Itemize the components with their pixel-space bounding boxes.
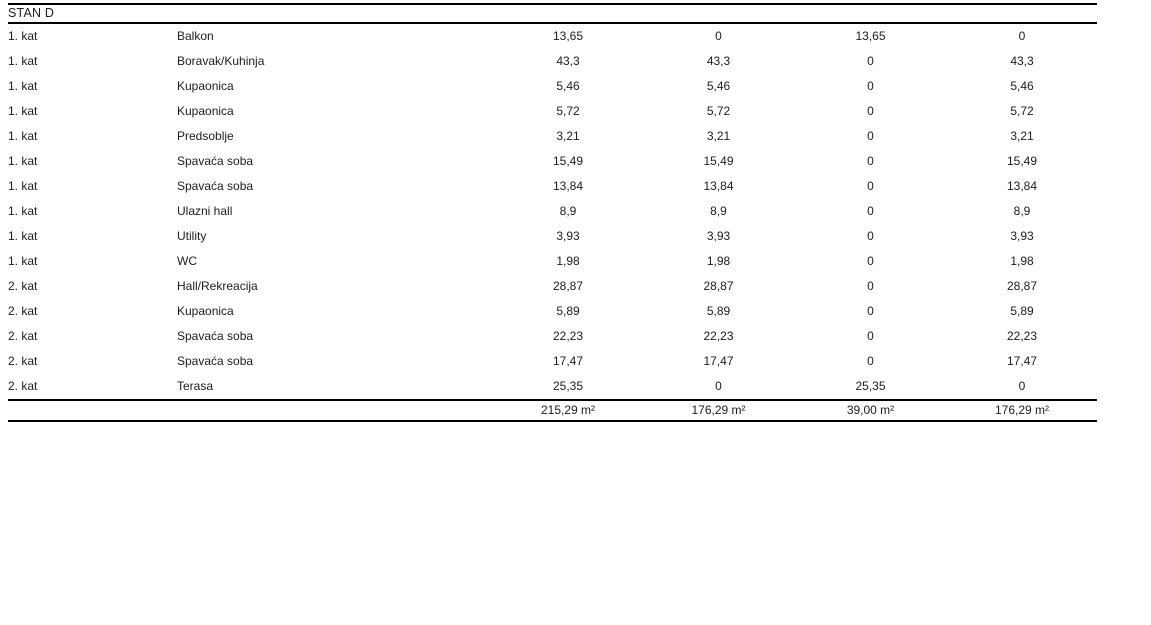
- table-row: [8, 224, 1097, 249]
- table-title-row: [8, 4, 1097, 23]
- value-cell-4: 5,46: [1010, 79, 1034, 93]
- floor-cell: 1. kat: [8, 79, 38, 93]
- value-cell-2: 3,21: [706, 129, 731, 143]
- value-cell-3: 25,35: [855, 379, 886, 393]
- value-cell-2: 13,84: [703, 179, 734, 193]
- floor-cell: 2. kat: [8, 279, 38, 293]
- value-cell-2: 0: [715, 29, 722, 43]
- value-cell-1: 5,72: [556, 104, 580, 118]
- table-row: [8, 174, 1097, 199]
- floor-cell: 1. kat: [8, 154, 38, 168]
- report-page: [0, 3, 1151, 625]
- totals-cell-3: 39,00 m²: [794, 400, 947, 421]
- table-body: [8, 23, 1097, 400]
- value-cell-2: 43,3: [706, 54, 731, 68]
- value-cell-1: 28,87: [552, 279, 584, 293]
- value-cell-1: 5,89: [556, 304, 580, 318]
- value-cell-1: 3,21: [556, 129, 580, 143]
- table-row: [8, 149, 1097, 174]
- value-cell-4: 17,47: [1006, 354, 1038, 368]
- table-row: [8, 49, 1097, 74]
- totals-cell-2: 176,29 m²: [643, 400, 794, 421]
- value-cell-3: 0: [867, 279, 874, 293]
- value-cell-2: 5,72: [706, 104, 731, 118]
- floor-cell: 1. kat: [8, 254, 38, 268]
- table-row: [8, 249, 1097, 274]
- value-cell-1: 17,47: [552, 354, 584, 368]
- room-cell: Boravak/Kuhinja: [177, 54, 265, 68]
- value-cell-1: 1,98: [556, 254, 580, 268]
- floor-cell: 1. kat: [8, 229, 38, 243]
- value-cell-3: 0: [867, 154, 874, 168]
- value-cell-4: 13,84: [1006, 179, 1038, 193]
- value-cell-4: 3,93: [1010, 229, 1034, 243]
- value-cell-4: 0: [1018, 379, 1026, 393]
- value-cell-2: 22,23: [703, 329, 734, 343]
- floor-cell: 1. kat: [8, 29, 38, 43]
- value-cell-2: 5,89: [706, 304, 731, 318]
- table-row: [8, 124, 1097, 149]
- value-cell-4: 22,23: [1006, 329, 1038, 343]
- table-row: [8, 274, 1097, 299]
- floor-cell: 1. kat: [8, 204, 38, 218]
- table-row: [8, 74, 1097, 99]
- room-cell: WC: [177, 254, 197, 268]
- value-cell-4: 1,98: [1010, 254, 1034, 268]
- table-row: [8, 299, 1097, 324]
- value-cell-3: 0: [867, 254, 874, 268]
- value-cell-2: 3,93: [706, 229, 731, 243]
- floor-cell: 2. kat: [8, 304, 38, 318]
- value-cell-3: 0: [867, 304, 874, 318]
- value-cell-3: 0: [867, 354, 874, 368]
- table-row: [8, 99, 1097, 124]
- value-cell-1: 13,84: [552, 179, 584, 193]
- value-cell-3: 0: [867, 129, 874, 143]
- floor-cell: 2. kat: [8, 379, 38, 393]
- value-cell-1: 25,35: [552, 379, 584, 393]
- totals-cell-1: 215,29 m²: [493, 400, 643, 421]
- totals-row: [8, 400, 1097, 421]
- value-cell-4: 5,72: [1010, 104, 1034, 118]
- value-cell-2: 17,47: [703, 354, 734, 368]
- totals-cell-4: 176,29 m²: [947, 400, 1097, 421]
- room-cell: Spavaća soba: [177, 154, 254, 168]
- value-cell-3: 0: [867, 79, 874, 93]
- floor-cell: 2. kat: [8, 354, 38, 368]
- room-cell: Kupaonica: [177, 104, 234, 118]
- value-cell-4: 43,3: [1010, 54, 1034, 68]
- room-cell: Hall/Rekreacija: [177, 279, 258, 293]
- floor-cell: 1. kat: [8, 129, 38, 143]
- value-cell-1: 22,23: [552, 329, 584, 343]
- value-cell-3: 0: [867, 54, 874, 68]
- room-cell: Terasa: [177, 379, 214, 393]
- floor-cell: 1. kat: [8, 179, 38, 193]
- room-cell: Kupaonica: [177, 79, 234, 93]
- value-cell-3: 0: [867, 104, 874, 118]
- floor-cell: 1. kat: [8, 54, 38, 68]
- value-cell-4: 5,89: [1010, 304, 1034, 318]
- value-cell-2: 1,98: [706, 254, 731, 268]
- value-cell-2: 5,46: [706, 79, 731, 93]
- value-cell-3: 13,65: [855, 29, 886, 43]
- table-row: [8, 349, 1097, 374]
- room-cell: Utility: [177, 229, 207, 243]
- room-cell: Kupaonica: [177, 304, 234, 318]
- room-cell: Spavaća soba: [177, 354, 254, 368]
- room-cell: Spavaća soba: [177, 179, 254, 193]
- value-cell-3: 0: [867, 329, 874, 343]
- value-cell-4: 0: [1018, 29, 1026, 43]
- value-cell-3: 0: [867, 229, 874, 243]
- room-cell: Predsoblje: [177, 129, 234, 143]
- totals-spacer-floor: [8, 400, 177, 421]
- value-cell-4: 28,87: [1006, 279, 1038, 293]
- value-cell-4: 3,21: [1010, 129, 1034, 143]
- value-cell-2: 28,87: [703, 279, 734, 293]
- value-cell-1: 15,49: [552, 154, 584, 168]
- room-cell: Balkon: [177, 29, 214, 43]
- value-cell-1: 8,9: [559, 204, 577, 218]
- table-title: STAN D: [8, 4, 1097, 23]
- table-row: [8, 324, 1097, 349]
- value-cell-2: 15,49: [703, 154, 734, 168]
- table-row: [8, 23, 1097, 49]
- totals-spacer-room: [177, 400, 493, 421]
- floor-cell: 1. kat: [8, 104, 38, 118]
- value-cell-4: 8,9: [1013, 204, 1031, 218]
- value-cell-1: 43,3: [556, 54, 580, 68]
- room-cell: Ulazni hall: [177, 204, 233, 218]
- value-cell-3: 0: [867, 204, 874, 218]
- value-cell-3: 0: [867, 179, 874, 193]
- value-cell-1: 13,65: [552, 29, 584, 43]
- value-cell-4: 15,49: [1006, 154, 1038, 168]
- table-row: [8, 199, 1097, 224]
- floor-cell: 2. kat: [8, 329, 38, 343]
- stan-d-area-table: [8, 3, 1097, 422]
- value-cell-1: 5,46: [556, 79, 580, 93]
- value-cell-2: 8,9: [710, 204, 727, 218]
- value-cell-2: 0: [715, 379, 722, 393]
- table-row: [8, 374, 1097, 400]
- room-cell: Spavaća soba: [177, 329, 254, 343]
- value-cell-1: 3,93: [556, 229, 580, 243]
